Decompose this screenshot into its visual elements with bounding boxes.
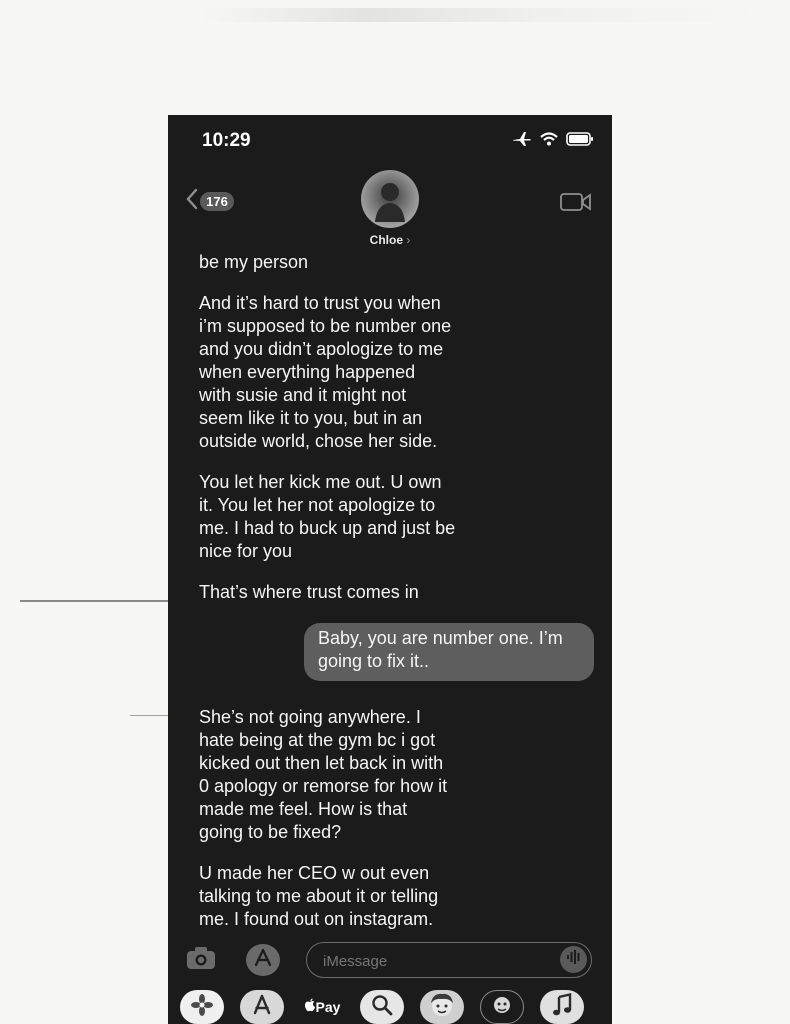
avatar[interactable] <box>361 170 419 228</box>
music-icon <box>551 993 573 1022</box>
unread-count-badge: 176 <box>200 192 234 211</box>
image-search-button[interactable] <box>360 990 404 1024</box>
app-store-button[interactable] <box>240 990 284 1024</box>
audio-waveform-icon <box>566 949 582 970</box>
camera-icon <box>185 945 217 976</box>
app-store-icon <box>252 947 274 974</box>
status-time: 10:29 <box>202 130 251 151</box>
message-input[interactable] <box>321 950 545 972</box>
apple-pay-button[interactable] <box>300 990 344 1024</box>
outgoing-message: Baby, you are number one. I’m going to fix it.. <box>304 623 594 681</box>
music-app-button[interactable] <box>540 990 584 1024</box>
memoji-icon <box>427 991 457 1024</box>
status-icons <box>512 131 594 147</box>
incoming-message: be my person <box>199 252 309 272</box>
status-bar <box>168 115 612 165</box>
airplane-icon <box>512 131 532 147</box>
back-button[interactable] <box>186 188 234 215</box>
camera-button[interactable] <box>184 944 218 976</box>
message-input-container <box>306 942 592 978</box>
apple-pay-icon <box>304 998 316 1017</box>
memoji-button[interactable] <box>420 990 464 1024</box>
scan-streak <box>200 8 760 22</box>
scan-line-mark <box>130 715 168 716</box>
photos-app-button[interactable] <box>180 990 224 1024</box>
scan-line-mark <box>20 600 168 602</box>
photos-icon <box>190 993 214 1022</box>
incoming-message: And it’s hard to trust you when i’m supposed to be number one and you didn’t apologize to me when everything happened with susie and it might not seem like it to you, but in an outside world, chose her side. <box>199 293 452 451</box>
battery-icon <box>566 132 594 146</box>
video-call-icon <box>560 199 592 216</box>
audio-message-button[interactable] <box>560 946 587 973</box>
message-thread <box>168 245 612 935</box>
incoming-message: You let her kick me out. U own it. You let her not apologize to me. I had to buck up and just be nice for you <box>199 472 456 561</box>
search-images-icon <box>370 993 394 1022</box>
compose-bar <box>168 940 612 980</box>
phone-screen <box>168 115 612 1024</box>
animoji-button[interactable] <box>480 990 524 1024</box>
incoming-message: U made her CEO w out even talking to me about it or telling me. I found out on instagram. <box>199 863 439 929</box>
incoming-message: That’s where trust comes in <box>199 582 419 602</box>
animoji-icon <box>489 993 515 1022</box>
apple-pay-label: Pay <box>315 999 341 1015</box>
wifi-icon <box>540 132 558 146</box>
app-store-icon <box>250 993 274 1022</box>
video-call-button[interactable] <box>560 192 592 217</box>
back-chevron-icon <box>186 188 198 215</box>
incoming-message: She’s not going anywhere. I hate being at the gym bc i got kicked out then let back in with 0 apology or remorse for how it made me feel. How is that going to be fixed? <box>199 707 448 842</box>
conversation-header <box>168 170 612 255</box>
chevron-right-icon: › <box>406 233 411 247</box>
app-drawer <box>168 988 612 1024</box>
apps-button[interactable] <box>246 944 280 976</box>
contact-name-label: Chloe <box>369 233 403 247</box>
